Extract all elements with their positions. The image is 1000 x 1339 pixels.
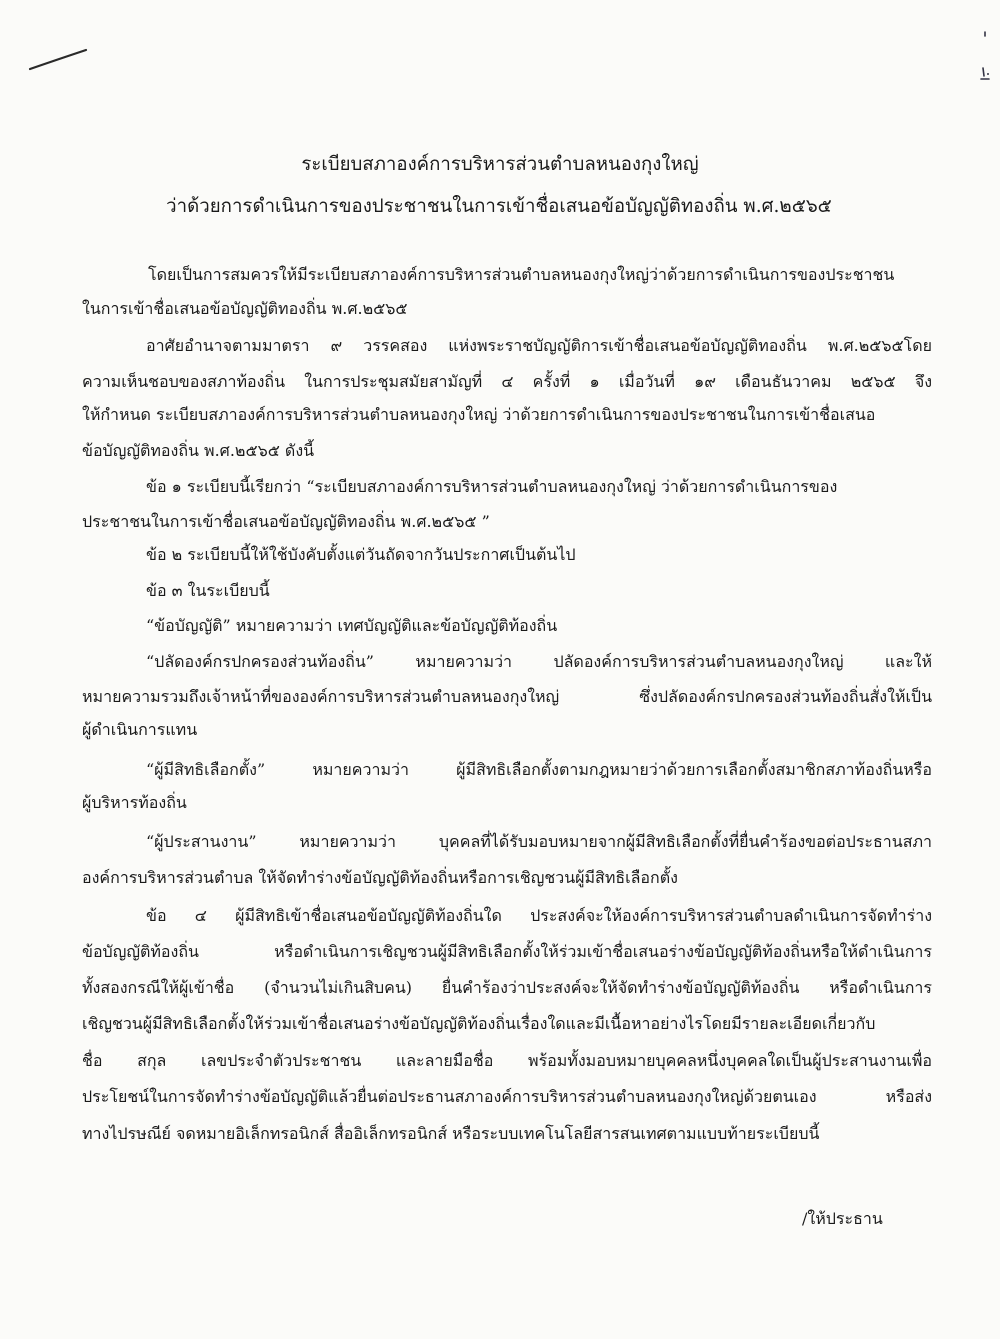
body-line: ประโยชน์ในการจัดทำร่างข้อบัญญัติแล้วยื่นต่อประธานสภาองค์การบริหารส่วนตำบลหนองกุงใหญ่ด้วยตนเอง หรือส่ง	[82, 1087, 932, 1106]
body-line: อาศัยอำนาจตามมาตรา ๙ วรรคสอง แห่งพระราชบัญญัติการเข้าชื่อเสนอข้อบัญญัติทองถิ่น พ.ศ.๒๕๖๕โดย	[146, 336, 932, 355]
body-line: ข้อ ๓ ในระเบียบนี้	[146, 581, 270, 600]
body-line: ทั้งสองกรณีให้ผู้เข้าชื่อ (จำนวนไม่เกินสิบคน) ยื่นคำร้องว่าประสงค์จะให้จัดทำร่างข้อบัญญัติท้องถิ่น หรือดำเนินการ	[82, 978, 932, 997]
body-line: ในการเข้าชื่อเสนอข้อบัญญัติทองถิ่น พ.ศ.๒๕๖๕	[82, 299, 408, 318]
corner-page-mark	[978, 30, 992, 82]
body-line: ทางไปรษณีย์ จดหมายอิเล็กทรอนิกส์ สื่ออิเล็กทรอนิกส์ หรือระบบเทคโนโลยีสารสนเทศตามแบบท้ายระเบียบนี้	[82, 1124, 820, 1143]
body-line: ข้อ ๒ ระเบียบนี้ให้ใช้บังคับตั้งแต่วันถัดจากวันประกาศเป็นต้นไป	[146, 545, 576, 564]
document-title: ระเบียบสภาองค์การบริหารส่วนตำบลหนองกุงใหญ่	[301, 153, 699, 175]
body-line: ข้อบัญญัติท้องถิ่น หรือดำเนินการเชิญชวนผู้มีสิทธิเลือกตั้งให้ร่วมเข้าชื่อเสนอร่างข้อบัญญัติท้องถิ่นหรือให้ดำเนินการ	[82, 942, 932, 961]
body-line: โดยเป็นการสมควรให้มีระเบียบสภาองค์การบริหารส่วนตำบลหนองกุงใหญ่ว่าด้วยการดำเนินการของประชาชน	[148, 265, 895, 284]
body-line: ให้กำหนด ระเบียบสภาองค์การบริหารส่วนตำบลหนองกุงใหญ่ ว่าด้วยการดำเนินการของประชาชนในการเข้าชื่อเสนอ	[82, 405, 876, 424]
document-subtitle: ว่าด้วยการดำเนินการของประชาชนในการเข้าชื่อเสนอข้อบัญญัติทองถิ่น พ.ศ.๒๕๖๕	[166, 195, 832, 217]
body-line: ประชาชนในการเข้าชื่อเสนอข้อบัญญัติทองถิ่น พ.ศ.๒๕๖๕ ”	[82, 512, 490, 531]
body-line: ผู้ดำเนินการแทน	[82, 720, 198, 739]
body-line: ข้อบัญญัติทองถิ่น พ.ศ.๒๕๖๕ ดังนี้	[82, 441, 315, 460]
body-line: ข้อ ๔ ผู้มีสิทธิเข้าชื่อเสนอข้อบัญญัติท้องถิ่นใด ประสงค์จะให้องค์การบริหารส่วนตำบลดำเนินการจัดทำร่าง	[146, 906, 932, 925]
body-line: เชิญชวนผู้มีสิทธิเลือกตั้งให้ร่วมเข้าชื่อเสนอร่างข้อบัญญัติท้องถิ่นเรื่องใดและมีเนื้อหาอย่างไรโดยมีรายละเอียดเกี่ยวกับ	[82, 1014, 876, 1033]
body-line: “ผู้มีสิทธิเลือกตั้ง” หมายความว่า ผู้มีสิทธิเลือกตั้งตามกฎหมายว่าด้วยการเลือกตั้งสมาชิกสภาท้องถิ่นหรือ	[146, 760, 932, 779]
body-line: “ผู้ประสานงาน” หมายความว่า บุคคลที่ได้รับมอบหมายจากผู้มีสิทธิเลือกตั้งที่ยื่นคำร้องขอต่อประธานสภา	[146, 832, 932, 851]
body-line: ผู้บริหารท้องถิ่น	[82, 793, 187, 812]
pen-mark	[28, 46, 88, 72]
body-line: ความเห็นชอบของสภาท้องถิ่น ในการประชุมสมัยสามัญที่ ๔ ครั้งที่ ๑ เมื่อวันที่ ๑๙ เดือนธันวาคม ๒๕๖๕ จึง	[82, 372, 932, 391]
body-line: ข้อ ๑ ระเบียบนี้เรียกว่า “ระเบียบสภาองค์การบริหารส่วนตำบลหนองกุงใหญ่ ว่าด้วยการดำเนินการของ	[146, 477, 838, 496]
body-line: ชื่อ สกุล เลขประจำตัวประชาชน และลายมือชื่อ พร้อมทั้งมอบหมายบุคคลหนึ่งบุคคลใดเป็นผู้ประสานงานเพื่อ	[82, 1051, 932, 1070]
page-continuation-note: /ให้ประธาน	[802, 1209, 883, 1228]
body-line: องค์การบริหารส่วนตำบล ให้จัดทำร่างข้อบัญญัติท้องถิ่นหรือการเชิญชวนผู้มีสิทธิเลือกตั้ง	[82, 868, 678, 887]
body-line: หมายความรวมถึงเจ้าหน้าที่ขององค์การบริหารส่วนตำบลหนองกุงใหญ่ ซึ่งปลัดองค์กรปกครองส่วนท้องถิ่นสั่งให้เป็น	[82, 687, 932, 706]
body-line: “ปลัดองค์กรปกครองส่วนท้องถิ่น” หมายความว่า ปลัดองค์การบริหารส่วนตำบลหนองกุงใหญ่ และให้	[146, 652, 932, 671]
body-line: “ข้อบัญญัติ” หมายความว่า เทศบัญญัติและข้อบัญญัติท้องถิ่น	[146, 616, 558, 635]
